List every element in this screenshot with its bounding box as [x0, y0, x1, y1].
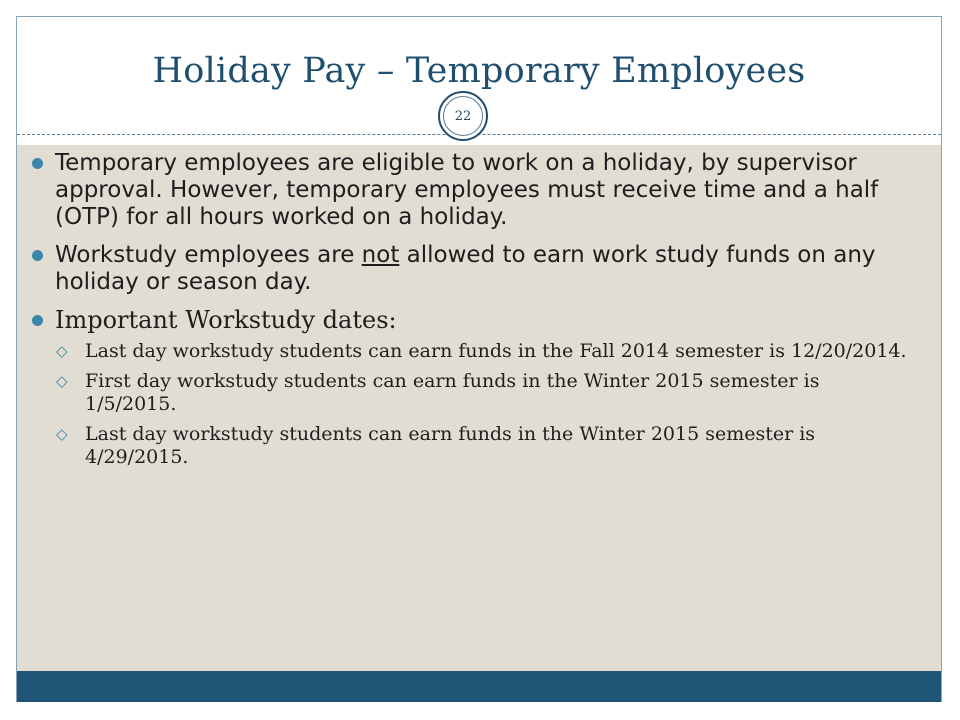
bullet-list	[32, 150, 912, 480]
footer-bar	[17, 671, 941, 702]
bullet-item	[32, 150, 912, 231]
diamond-icon: ◇	[56, 372, 68, 390]
sub-bullet-item	[55, 423, 912, 469]
emphasis-underlined: not	[361, 242, 400, 268]
bullet-text: Temporary employees are eligible to work on a holiday, by supervisor approval. However, temporary employees must receive time and a half (OTP) for all hours worked on a holiday.	[55, 150, 879, 230]
sub-bullet-item	[55, 370, 912, 416]
bullet-icon	[32, 315, 43, 326]
sub-bullet-list	[55, 340, 912, 469]
sub-bullet-text: Last day workstudy students can earn funds in the Fall 2014 semester is 12/20/2014.	[85, 340, 907, 362]
bullet-text-start: Workstudy employees are	[55, 242, 362, 268]
page-number-badge	[438, 91, 488, 141]
bullet-text: Important Workstudy dates:	[55, 306, 397, 334]
sub-bullet-text: Last day workstudy students can earn funds in the Winter 2015 semester is 4/29/2015.	[85, 423, 816, 468]
bullet-icon	[32, 158, 43, 169]
bullet-text-end: allowed to earn work study funds on any holiday or season day.	[55, 242, 876, 295]
bullet-item	[32, 242, 912, 296]
bullet-icon	[32, 250, 43, 261]
sub-bullet-item	[55, 340, 912, 363]
bullet-item	[32, 307, 912, 469]
sub-bullet-text: First day workstudy students can earn funds in the Winter 2015 semester is 1/5/2015.	[85, 370, 820, 415]
diamond-icon: ◇	[56, 342, 68, 360]
slide-title: Holiday Pay – Temporary Employees	[152, 51, 806, 91]
page-number: 22	[443, 96, 483, 136]
diamond-icon: ◇	[56, 425, 68, 443]
